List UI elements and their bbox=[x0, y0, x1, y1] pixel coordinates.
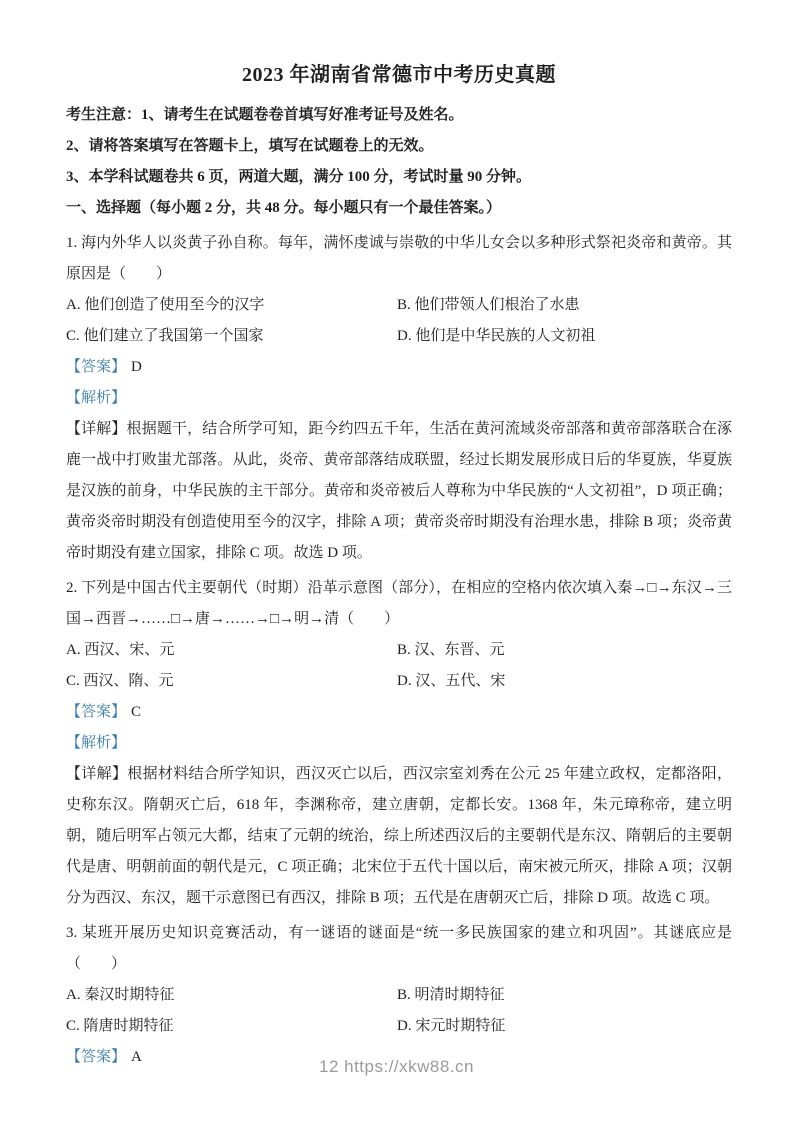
question-1-option-b: B. 他们带领人们根治了水患 bbox=[397, 297, 580, 313]
notice-line-1: 考生注意：1、请考生在试题卷卷首填写好准考证号及姓名。 bbox=[66, 107, 464, 123]
question-3-option-a: A. 秦汉时期特征 bbox=[66, 987, 175, 1003]
question-2 bbox=[66, 573, 732, 914]
page-title: 2023 年湖南省常德市中考历史真题 bbox=[242, 64, 556, 86]
question-3-options bbox=[66, 980, 732, 1042]
answer-label: 【答案】 bbox=[66, 1049, 127, 1065]
question-2-option-b: B. 汉、东晋、元 bbox=[397, 642, 505, 658]
question-3-answer-value: A bbox=[131, 1049, 142, 1065]
question-1-answer-value: D bbox=[131, 359, 142, 375]
question-2-analysis-text: 【详解】根据材料结合所学知识，西汉灭亡以后，西汉宗室刘秀在公元 25 年建立政权，定都洛阳，史称东汉。隋朝灭亡后，618 年，李渊称帝，建立唐朝，定都长安。1368 年，朱元璋称帝，建立明朝，随后明军占领元大都，结束了元朝的统治，综上所述西汉后的主要朝代是东汉、隋朝后的主要朝代是唐、明朝前面的朝代是元，C 项正确；北宋位于五代十国以后，南宋被元所灭，排除 A 项；汉朝分为西汉、东汉，题干示意图已有西汉，排除 B 项；五代是在唐朝灭亡后，排除 D 项。故选 C 项。 bbox=[66, 766, 732, 906]
question-1-analysis-label: 【解析】 bbox=[66, 390, 127, 406]
question-2-option-d: D. 汉、五代、宋 bbox=[397, 673, 506, 689]
question-1-option-a: A. 他们创造了使用至今的汉字 bbox=[66, 297, 265, 313]
question-1-answer-line bbox=[66, 352, 732, 383]
question-1 bbox=[66, 228, 732, 569]
question-1-options bbox=[66, 290, 732, 352]
notice-line-2: 2、请将答案填写在答题卡上，填写在试题卷上的无效。 bbox=[66, 138, 434, 154]
section-heading-choice-questions: 一、选择题（每小题 2 分，共 48 分。每小题只有一个最佳答案。） bbox=[66, 200, 502, 216]
question-2-answer-value: C bbox=[131, 704, 142, 720]
question-2-answer-line bbox=[66, 697, 732, 728]
answer-label: 【答案】 bbox=[66, 359, 127, 375]
question-2-analysis-label: 【解析】 bbox=[66, 735, 127, 751]
question-1-option-d: D. 他们是中华民族的人文初祖 bbox=[397, 328, 596, 344]
question-3-option-b: B. 明清时期特征 bbox=[397, 987, 505, 1003]
question-3-stem: 3. 某班开展历史知识竞赛活动，有一谜语的谜面是“统一多民族国家的建立和巩固”。其谜底应是（ ） bbox=[66, 925, 732, 972]
footer-watermark: 12 https://xkw88.cn bbox=[318, 1057, 475, 1076]
question-3 bbox=[66, 918, 732, 1073]
notice-line-3: 3、本学科试题卷共 6 页，两道大题，满分 100 分，考试时量 90 分钟。 bbox=[66, 169, 532, 185]
question-2-stem: 2. 下列是中国古代主要朝代（时期）沿革示意图（部分），在相应的空格内依次填入秦→□→东汉→三国→西晋→……□→唐→……→□→明→清（ ） bbox=[66, 580, 732, 627]
question-1-option-c: C. 他们建立了我国第一个国家 bbox=[66, 328, 264, 344]
question-2-options bbox=[66, 635, 732, 697]
question-3-option-c: C. 隋唐时期特征 bbox=[66, 1018, 174, 1034]
question-1-analysis-text: 【详解】根据题干，结合所学可知，距今约四五千年，生活在黄河流域炎帝部落和黄帝部落联合在涿鹿一战中打败蚩尤部落。从此，炎帝、黄帝部落结成联盟，经过长期发展形成日后的华夏族，华夏族是汉族的前身，中华民族的主干部分。黄帝和炎帝被后人尊称为中华民族的“人文初祖”，D 项正确；黄帝炎帝时期没有创造使用至今的汉字，排除 A 项；黄帝炎帝时期没有治理水患，排除 B 项；炎帝黄帝时期没有建立国家，排除 C 项。故选 D 项。 bbox=[66, 421, 732, 561]
answer-label: 【答案】 bbox=[66, 704, 127, 720]
question-1-stem: 1. 海内外华人以炎黄子孙自称。每年，满怀虔诚与崇敬的中华儿女会以多种形式祭祀炎帝和黄帝。其原因是（ ） bbox=[66, 235, 732, 282]
question-3-option-d: D. 宋元时期特征 bbox=[397, 1018, 506, 1034]
question-2-option-c: C. 西汉、隋、元 bbox=[66, 673, 174, 689]
question-2-option-a: A. 西汉、宋、元 bbox=[66, 642, 175, 658]
